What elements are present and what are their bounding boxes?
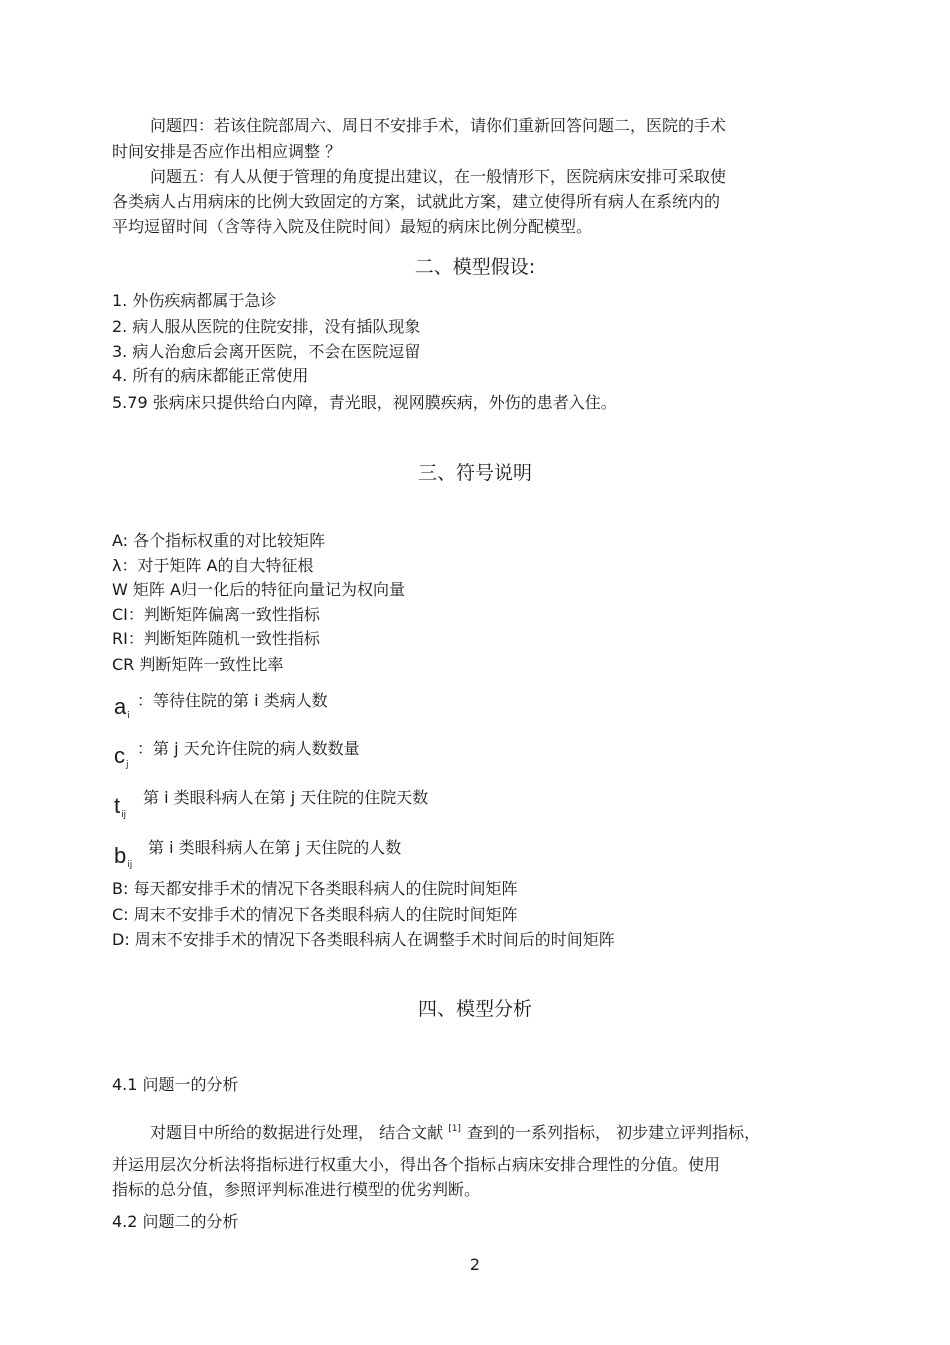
assumption-item: 4. 所有的病床都能正常使用	[112, 366, 309, 385]
variable-subscript: j	[126, 760, 129, 770]
q4-line-2: 时间安排是否应作出相应调整 ？	[112, 142, 342, 161]
variable-t-row	[114, 793, 126, 820]
symbol-item: W 矩阵 A归一化后的特征向量记为权向量	[112, 580, 405, 599]
paragraph-4-1-line-2: 并运用层次分析法将指标进行权重大小，得出各个指标占病床安排合理性的分值。使用	[112, 1155, 721, 1174]
symbol-item: CR 判断矩阵一致性比率	[112, 655, 284, 674]
variable-a-row	[114, 694, 130, 721]
assumption-item: 2. 病人服从医院的住院安排，没有插队现象	[112, 317, 421, 336]
variable-subscript: i	[127, 711, 130, 721]
q5-line-2: 各类病人占用病床的比例大致固定的方案，试就此方案，建立使得所有病人在系统内的	[112, 192, 721, 211]
section-title-assumptions: 二、模型假设:	[414, 256, 536, 278]
variable-subscript: ij	[127, 860, 133, 870]
variable-desc: 第 i 类眼科病人在第 j 天住院的人数	[148, 838, 402, 857]
symbol-item: RI：判断矩阵随机一致性指标	[112, 629, 320, 648]
assumption-item: 1. 外伤疾病都属于急诊	[112, 291, 277, 310]
page-number: 2	[469, 1255, 481, 1274]
symbol-item: A: 各个指标权重的对比较矩阵	[112, 531, 326, 550]
variable-c-row	[114, 743, 129, 770]
variable-desc: ：等待住院的第 i 类病人数	[137, 691, 328, 710]
symbol-item: λ：对于矩阵 A的自大特征根	[112, 556, 314, 575]
variable-symbol: a	[114, 694, 127, 719]
paragraph-4-1-line-3: 指标的总分值，参照评判标准进行模型的优劣判断。	[112, 1180, 481, 1199]
assumption-item: 5.79 张病床只提供给白内障，青光眼，视网膜疾病，外伤的患者入住。	[112, 393, 617, 412]
matrix-item: D: 周末不安排手术的情况下各类眼科病人在调整手术时间后的时间矩阵	[112, 930, 615, 949]
variable-symbol: c	[114, 743, 125, 768]
q5-line-1: 问题五：有人从便于管理的角度提出建议，在一般情形下，医院病床安排可采取使	[150, 167, 727, 186]
matrix-item: C: 周末不安排手术的情况下各类眼科病人的住院时间矩阵	[112, 905, 518, 924]
q4-line-1: 问题四：若该住院部周六、周日不安排手术，请你们重新回答问题二，医院的手术	[150, 116, 727, 135]
variable-desc: 第 i 类眼科病人在第 j 天住院的住院天数	[143, 788, 429, 807]
subsection-title-4-1: 4.1 问题一的分析	[112, 1075, 239, 1094]
symbol-item: CI：判断矩阵偏离一致性指标	[112, 605, 320, 624]
paragraph-4-1-line-1	[150, 1119, 760, 1143]
variable-desc: ：第 j 天允许住院的病人数数量	[137, 739, 360, 758]
variable-b-row	[114, 843, 132, 870]
variable-subscript: ij	[121, 810, 127, 820]
matrix-item: B: 每天都安排手术的情况下各类眼科病人的住院时间矩阵	[112, 879, 518, 898]
citation-ref: [1]	[448, 1124, 461, 1134]
text-segment: 查到的一系列指标， 初步建立评判指标，	[461, 1123, 761, 1142]
subsection-title-4-2: 4.2 问题二的分析	[112, 1212, 239, 1231]
section-title-symbols: 三、符号说明	[417, 462, 532, 484]
assumption-item: 3. 病人治愈后会离开医院，不会在医院逗留	[112, 342, 421, 361]
variable-symbol: t	[114, 793, 121, 818]
text-segment: 对题目中所给的数据进行处理， 结合文献	[150, 1123, 449, 1142]
q5-line-3: 平均逗留时间（含等待入院及住院时间）最短的病床比例分配模型。	[112, 217, 593, 236]
section-title-analysis: 四、模型分析	[417, 998, 532, 1020]
variable-symbol: b	[114, 843, 127, 868]
